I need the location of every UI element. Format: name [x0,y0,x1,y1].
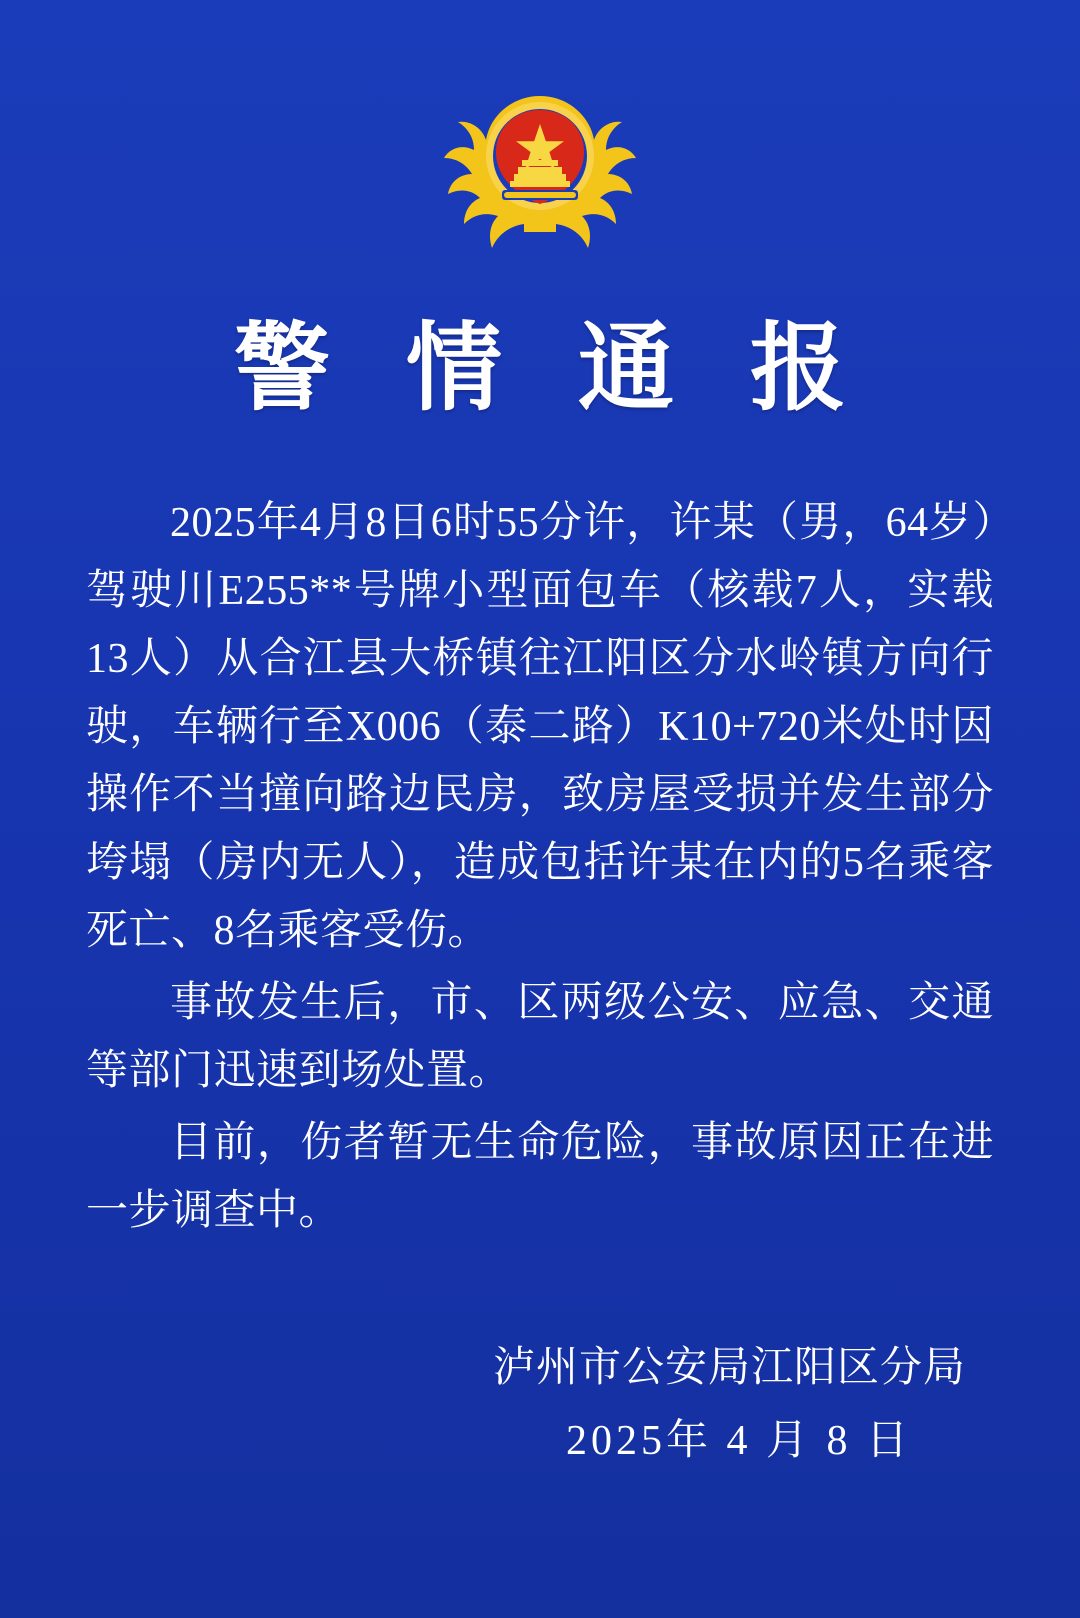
notice-paragraph-1: 2025年4月8日6时55分许，许某（男，64岁）驾驶川E255**号牌小型面包车（核载7人，实载13人）从合江县大桥镇往江阳区分水岭镇方向行驶，车辆行至X006（泰二路）K10+720米处时因操作不当撞向路边民房，致房屋受损并发生部分垮塌（房内无人），造成包括许某在内的5名乘客死亡、8名乘客受伤。 [86,499,994,954]
china-police-emblem-icon [440,82,640,274]
notice-paragraph-3: 目前，伤者暂无生命危险，事故原因正在进一步调查中。 [86,1119,994,1235]
signature-block [86,1337,994,1473]
notice-paragraph-2: 事故发生后，市、区两级公安、应急、交通等部门迅速到场处置。 [86,979,994,1094]
page-title: 警 情 通 报 [234,315,872,422]
notice-body [86,489,994,1245]
issuing-organization: 泸州市公安局江阳区分局 [492,1345,966,1392]
issue-date: 2025年 4 月 8 日 [565,1418,912,1465]
emblem-container [86,0,994,274]
